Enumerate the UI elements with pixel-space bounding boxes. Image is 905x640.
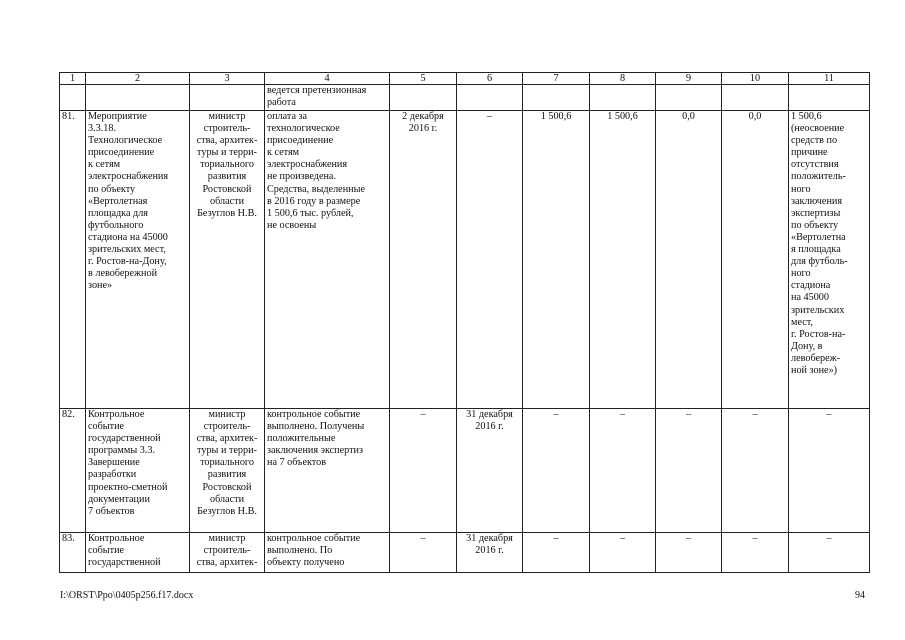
amount-cell: – xyxy=(656,533,722,573)
responsible-cell: министр строитель- ства, архитек- xyxy=(190,533,265,573)
column-number: 7 xyxy=(523,73,590,85)
note-cell xyxy=(789,85,870,111)
amount-cell: 1 500,6 xyxy=(590,111,656,409)
page-number: 94 xyxy=(855,590,865,601)
result-cell: контрольное событие выполнено. Получены положительные заключения экспертиз на 7 объектов xyxy=(265,409,390,533)
event-name-cell xyxy=(86,85,190,111)
planned-date-cell: – xyxy=(390,533,457,573)
amount-cell: – xyxy=(523,533,590,573)
row-number-cell: 81. xyxy=(60,111,86,409)
actual-date-cell: 31 декабря 2016 г. xyxy=(457,409,523,533)
table-row xyxy=(60,409,870,533)
column-number: 8 xyxy=(590,73,656,85)
amount-cell: 1 500,6 xyxy=(523,111,590,409)
event-name-cell: Мероприятие 3.3.18. Технологическое присоединение к сетям электроснабжения по объекту «Вертолетная площадка для футбольного стадиона на 45000 зрительских мест, г. Ростов-на-Дону, в левобережной зоне» xyxy=(86,111,190,409)
result-cell: контрольное событие выполнено. По объекту получено xyxy=(265,533,390,573)
responsible-cell xyxy=(190,85,265,111)
amount-cell xyxy=(656,85,722,111)
result-cell: ведется претензионная работа xyxy=(265,85,390,111)
event-name-cell: Контрольное событие государственной xyxy=(86,533,190,573)
result-cell: оплата за технологическое присоединение к сетям электроснабжения не произведена. Средства, выделенные в 2016 году в размере 1 500,6 тыс. рублей, не освоены xyxy=(265,111,390,409)
actual-date-cell: 31 декабря 2016 г. xyxy=(457,533,523,573)
responsible-cell: министр строитель- ства, архитек- туры и терри- ториального развития Ростовской области Безуглов Н.В. xyxy=(190,409,265,533)
row-number-cell xyxy=(60,85,86,111)
actual-date-cell xyxy=(457,85,523,111)
amount-cell xyxy=(590,85,656,111)
row-number-cell: 83. xyxy=(60,533,86,573)
amount-cell: – xyxy=(656,409,722,533)
planned-date-cell: 2 декабря 2016 г. xyxy=(390,111,457,409)
planned-date-cell: – xyxy=(390,409,457,533)
amount-cell: – xyxy=(523,409,590,533)
amount-cell: – xyxy=(722,409,789,533)
column-number: 4 xyxy=(265,73,390,85)
column-number: 6 xyxy=(457,73,523,85)
row-number-cell: 82. xyxy=(60,409,86,533)
column-number-row xyxy=(60,73,870,85)
amount-cell: – xyxy=(590,409,656,533)
report-table xyxy=(59,72,870,573)
amount-cell xyxy=(523,85,590,111)
column-number: 11 xyxy=(789,73,870,85)
column-number: 3 xyxy=(190,73,265,85)
actual-date-cell: – xyxy=(457,111,523,409)
amount-cell: – xyxy=(590,533,656,573)
amount-cell: – xyxy=(722,533,789,573)
amount-cell: 0,0 xyxy=(656,111,722,409)
planned-date-cell xyxy=(390,85,457,111)
amount-cell: 0,0 xyxy=(722,111,789,409)
event-name-cell: Контрольное событие государственной программы 3.3. Завершение разработки проектно-сметной документации 7 объектов xyxy=(86,409,190,533)
table-row xyxy=(60,111,870,409)
table-row xyxy=(60,533,870,573)
column-number: 9 xyxy=(656,73,722,85)
column-number: 2 xyxy=(86,73,190,85)
note-cell: – xyxy=(789,533,870,573)
column-number: 10 xyxy=(722,73,789,85)
note-cell: – xyxy=(789,409,870,533)
column-number: 1 xyxy=(60,73,86,85)
note-cell: 1 500,6 (неосвоение средств по причине отсутствия положитель- ного заключения экспертизы по объекту «Вертолетна я площадка для футболь- ного стадиона на 45000 зрительских мест, г. Ростов-на- Дону, в левобереж- ной зоне») xyxy=(789,111,870,409)
table-row xyxy=(60,85,870,111)
column-number: 5 xyxy=(390,73,457,85)
footer-file-path: I:\ORST\Ppo\0405p256.f17.docx xyxy=(60,590,194,601)
responsible-cell: министр строитель- ства, архитек- туры и терри- ториального развития Ростовской области Безуглов Н.В. xyxy=(190,111,265,409)
amount-cell xyxy=(722,85,789,111)
